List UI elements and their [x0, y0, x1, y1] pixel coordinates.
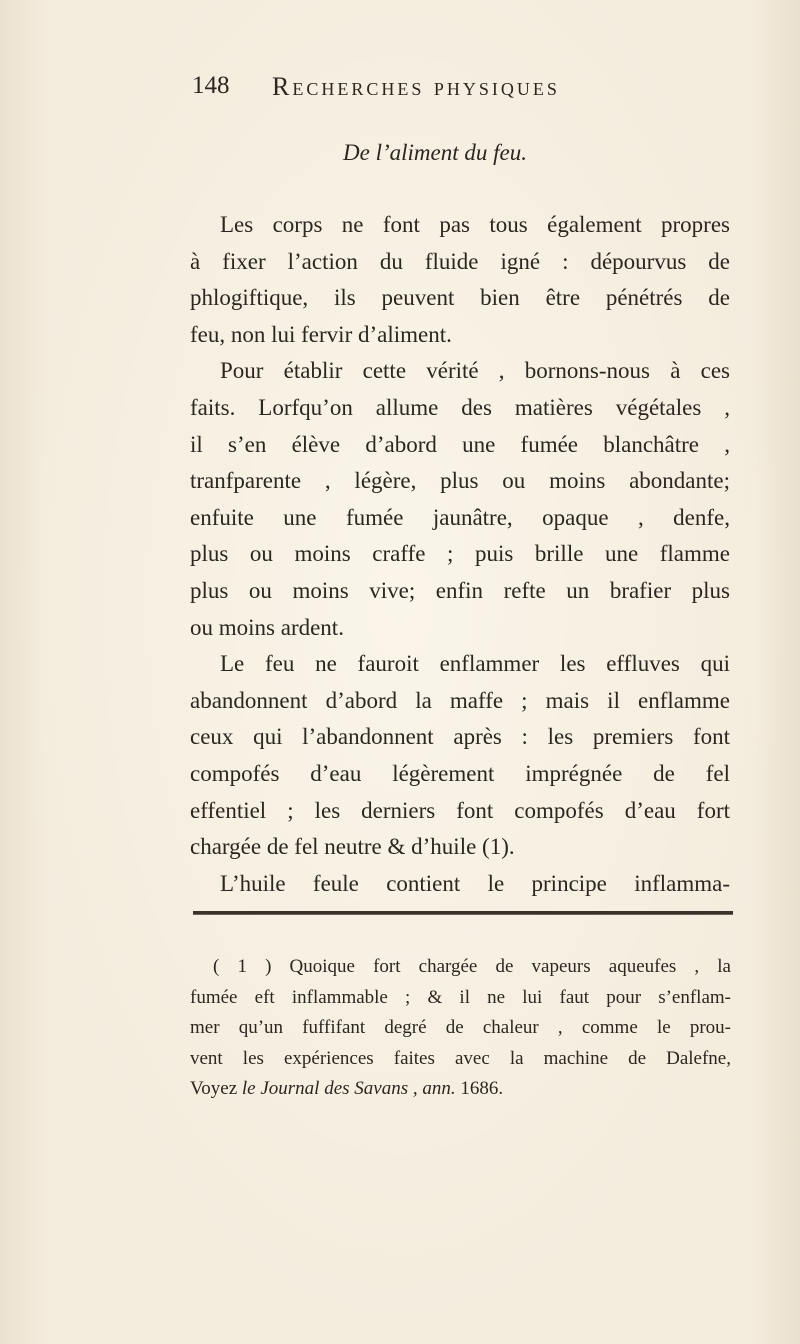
text-line: feu, non lui fervir d’aliment. — [190, 321, 452, 347]
text-line: effentiel ; les derniers font compofés d’eau fort — [190, 797, 730, 823]
text-line: tranfparente , légère, plus ou moins abondante; — [190, 468, 730, 494]
text-line: L’huile feule contient le principe inflamma- — [220, 870, 730, 896]
footnote-line: fumée eft inflammable ; & il ne lui faut pour s’enflam- — [190, 986, 731, 1008]
footnote-year: 1686. — [455, 1078, 504, 1099]
footnote-line: vent les expériences faites avec la machine de Dalefne, — [190, 1047, 731, 1069]
footnote-prefix: Voyez — [190, 1078, 242, 1099]
text-line: il s’en élève d’abord une fumée blanchâtre , — [190, 431, 730, 457]
text-line: phlogiftique, ils peuvent bien être pénétrés de — [190, 285, 730, 311]
running-head — [192, 72, 672, 108]
main-text — [190, 207, 730, 902]
text-line: chargée de fel neutre & d’huile (1). — [190, 834, 515, 860]
footnote — [190, 952, 731, 1105]
text-line: faits. Lorfqu’on allume des matières végétales , — [190, 394, 730, 420]
footnote-citation: le Journal des Savans , ann. — [241, 1078, 456, 1099]
footnote-line — [190, 1074, 731, 1105]
text-line: Le feu ne fauroit enflammer les effluves qui — [220, 651, 730, 677]
text-line: enfuite une fumée jaunâtre, opaque , denfe, — [190, 504, 730, 530]
text-line: ceux qui l’abandonnent après : les premiers font — [190, 724, 730, 750]
footnote-line: ( 1 ) Quoique fort chargée de vapeurs aqueufes , la — [213, 956, 731, 977]
text-line: Pour établir cette vérité , bornons-nous à ces — [220, 358, 730, 384]
text-line: à fixer l’action du fluide igné : dépourvus de — [190, 248, 730, 274]
section-heading: De l’aliment du feu. — [343, 140, 527, 165]
text-line: plus ou moins vive; enfin refte un brafier plus — [190, 577, 730, 603]
text-line: abandonnent d’abord la maffe ; mais il enflamme — [190, 687, 730, 713]
running-title: Recherches physiques — [272, 72, 560, 101]
footnote-divider — [193, 911, 733, 915]
footnote-line: mer qu’un fuffifant degré de chaleur , comme le prou- — [190, 1017, 731, 1038]
text-line: plus ou moins craffe ; puis brille une flamme — [190, 541, 730, 567]
text-line: compofés d’eau légèrement imprégnée de fel — [190, 760, 730, 786]
text-line: Les corps ne font pas tous également propres — [220, 212, 730, 237]
text-line: ou moins ardent. — [190, 614, 344, 640]
page-number: 148 — [192, 72, 230, 99]
